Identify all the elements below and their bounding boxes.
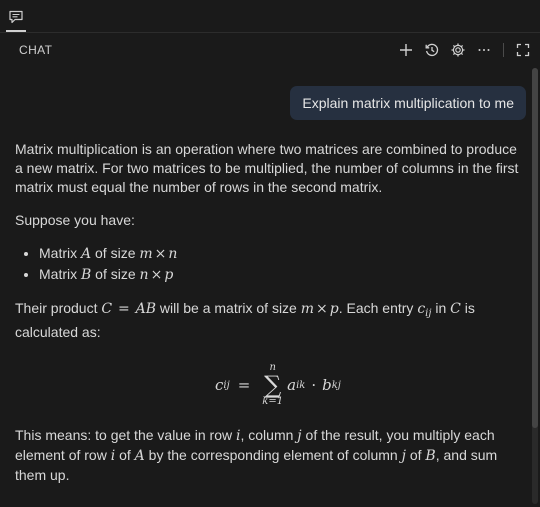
math-subscript: ik: [296, 379, 306, 391]
math-var: B: [425, 448, 436, 464]
list-item: [39, 265, 523, 285]
math-var: B: [81, 267, 92, 283]
text: , column: [240, 427, 298, 443]
scrollbar-thumb[interactable]: [532, 68, 538, 428]
formula: [215, 356, 341, 414]
more-actions-button[interactable]: [475, 41, 493, 59]
math-var: A: [81, 246, 92, 262]
math-var: p: [329, 301, 339, 317]
math-op: ·: [311, 375, 317, 394]
math-var: p: [164, 267, 174, 283]
sum-lower-limit: k=1: [262, 396, 284, 407]
formula-block: [15, 356, 523, 414]
math-var: c: [215, 375, 224, 394]
math-var: b: [322, 375, 332, 394]
text: of: [115, 447, 135, 463]
math-var: c: [417, 301, 426, 317]
list-item: [39, 244, 523, 264]
scrollbar[interactable]: [532, 68, 538, 504]
text: Matrix: [39, 266, 81, 282]
maximize-button[interactable]: [514, 41, 532, 59]
text: , and sum them up.: [15, 447, 498, 483]
text: . Each entry: [338, 300, 418, 316]
sum-upper-limit: n: [269, 362, 276, 373]
plus-icon: [398, 42, 414, 58]
math-var: m: [300, 301, 315, 317]
text: of size: [91, 245, 140, 261]
text: is calculated as:: [15, 300, 475, 340]
math-var: j: [401, 448, 406, 464]
text: will be a matrix of size: [156, 300, 301, 316]
panel-title: CHAT: [19, 43, 53, 57]
math-var: n: [139, 267, 149, 283]
text: by the corresponding element of column: [144, 447, 402, 463]
gear-icon: [450, 42, 466, 58]
math-var: C: [101, 301, 113, 317]
math-var: j: [297, 428, 302, 444]
matrix-list: [15, 244, 523, 285]
text: of the result, you multiply each element of row: [15, 427, 495, 463]
sigma-symbol: ∑: [264, 371, 282, 399]
history-button[interactable]: [423, 41, 441, 59]
text: of: [405, 447, 426, 463]
math-op: ×: [150, 267, 163, 283]
math-op: ×: [154, 246, 167, 262]
math-var: AB: [135, 301, 157, 317]
math-op: =: [237, 375, 251, 394]
summation: [262, 363, 283, 407]
paragraph-suppose: Suppose you have:: [15, 212, 135, 228]
math-subscript: kj: [331, 379, 341, 391]
text: Matrix: [39, 245, 81, 261]
math-var: n: [168, 246, 178, 262]
user-message: Explain matrix multiplication to me: [290, 86, 526, 120]
math-var: i: [110, 448, 116, 464]
ellipsis-icon: [476, 42, 492, 58]
top-bar: [0, 0, 540, 33]
chat-bubble-icon: [8, 9, 24, 25]
math-op: ×: [316, 301, 328, 317]
math-op: =: [117, 301, 130, 317]
maximize-icon: [515, 42, 531, 58]
chat-tab[interactable]: [6, 5, 26, 29]
math-var: C: [450, 301, 461, 317]
text: of size: [91, 266, 140, 282]
paragraph-meaning: [15, 426, 523, 485]
math-var: A: [134, 448, 145, 464]
settings-button[interactable]: [449, 41, 467, 59]
math-var: i: [236, 428, 241, 444]
chat-header: [0, 33, 540, 67]
header-divider: [503, 43, 504, 57]
paragraph-intro: Matrix multiplication is an operation where two matrices are combined to produce a new matrix. For two matrices to be multiplied, the number of columns in the first matrix must equal the number of rows in the second matrix.: [15, 141, 519, 195]
math-subscript: ij: [223, 379, 230, 391]
active-tab-indicator: [6, 30, 26, 32]
math-subscript: ij: [425, 308, 432, 319]
new-chat-button[interactable]: [397, 41, 415, 59]
text: This means: to get the value in row: [15, 427, 236, 443]
math-var: a: [287, 375, 297, 394]
header-actions: [397, 40, 532, 60]
text: Their product: [15, 300, 102, 316]
paragraph-product: [15, 299, 523, 342]
assistant-response: [15, 140, 523, 499]
history-icon: [424, 42, 440, 58]
text: in: [431, 300, 451, 316]
math-var: m: [139, 246, 153, 262]
